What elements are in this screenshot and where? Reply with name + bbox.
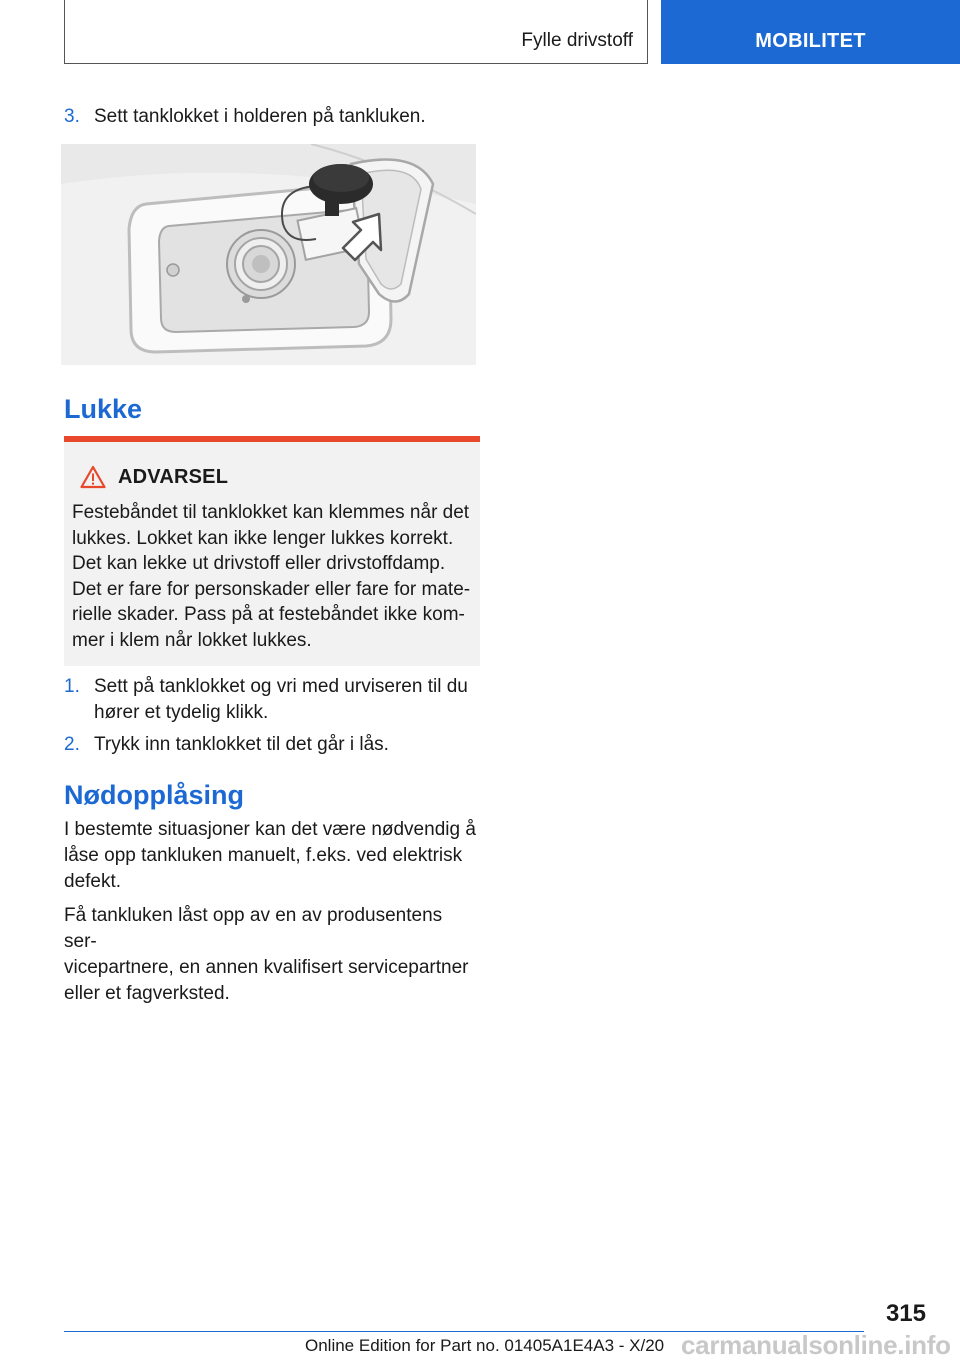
page-number: 315 xyxy=(885,1300,926,1327)
paragraph-line: Få tankluken låst opp av en av produsentens ser- xyxy=(64,905,443,952)
step-text-line: Sett på tanklokket og vri med urviseren til du xyxy=(94,676,468,697)
fuel-flap-illustration xyxy=(61,144,476,365)
header-chapter-tab[interactable] xyxy=(661,0,960,64)
step-number: 3. xyxy=(64,106,80,127)
fuel-flap-drawing xyxy=(61,144,476,365)
step-number: 2. xyxy=(64,734,80,755)
step-number: 1. xyxy=(64,676,80,697)
section-title-emergency-release: Nødopplåsing xyxy=(64,780,244,810)
warning-label: ADVARSEL xyxy=(118,465,229,488)
warning-line: Festebåndet til tanklokket kan klemmes når det xyxy=(72,502,470,523)
warning-triangle-icon xyxy=(80,465,106,489)
warning-line: Det kan lekke ut drivstoff eller drivstoffdamp. xyxy=(72,553,446,574)
step-item xyxy=(64,732,480,758)
step-text: Sett tanklokket i holderen på tankluken. xyxy=(94,106,426,127)
emergency-release-body xyxy=(64,817,480,1007)
warning-line: mer i klem når lokket lukkes. xyxy=(72,629,312,651)
paragraph-line: defekt. xyxy=(64,871,122,892)
step-text xyxy=(94,732,480,758)
step-list-top xyxy=(64,104,480,130)
paragraph xyxy=(64,903,480,1007)
paragraph-line: vicepartnere, en annen kvalifisert servicepartner xyxy=(64,957,469,978)
paragraph xyxy=(64,817,480,895)
warning-header xyxy=(80,462,472,492)
step-list-close xyxy=(64,674,480,758)
header-chapter-title: MOBILITET xyxy=(755,30,866,52)
step-text-line: hører et tydelig klikk. xyxy=(94,702,269,723)
footer-edition: Online Edition for Part no. 01405A1E4A3 - X/20 xyxy=(305,1336,665,1355)
paragraph-line: I bestemte situasjoner kan det være nødvendig å xyxy=(64,819,476,840)
warning-line: rielle skader. Pass på at festebåndet ikke kom- xyxy=(72,604,465,625)
warning-line: Det er fare for personskader eller fare for mate- xyxy=(72,578,471,600)
paragraph-line: låse opp tankluken manuelt, f.eks. ved elektrisk xyxy=(64,845,463,866)
header-section-title: Fylle drivstoff xyxy=(521,30,633,51)
paragraph-line: eller et fagverksted. xyxy=(64,983,230,1004)
step-text-line: Trykk inn tanklokket til det går i lås. xyxy=(94,734,389,755)
step-item xyxy=(64,104,480,130)
step-text xyxy=(94,674,480,726)
header-section-box xyxy=(64,0,648,64)
warning-line: lukkes. Lokket kan ikke lenger lukkes korrekt. xyxy=(72,527,454,549)
watermark-logo: carmanualsonline.info xyxy=(681,1330,951,1360)
warning-text xyxy=(72,500,472,653)
warning-box xyxy=(64,436,480,666)
step-item xyxy=(64,674,480,726)
section-title-close: Lukke xyxy=(64,394,143,424)
